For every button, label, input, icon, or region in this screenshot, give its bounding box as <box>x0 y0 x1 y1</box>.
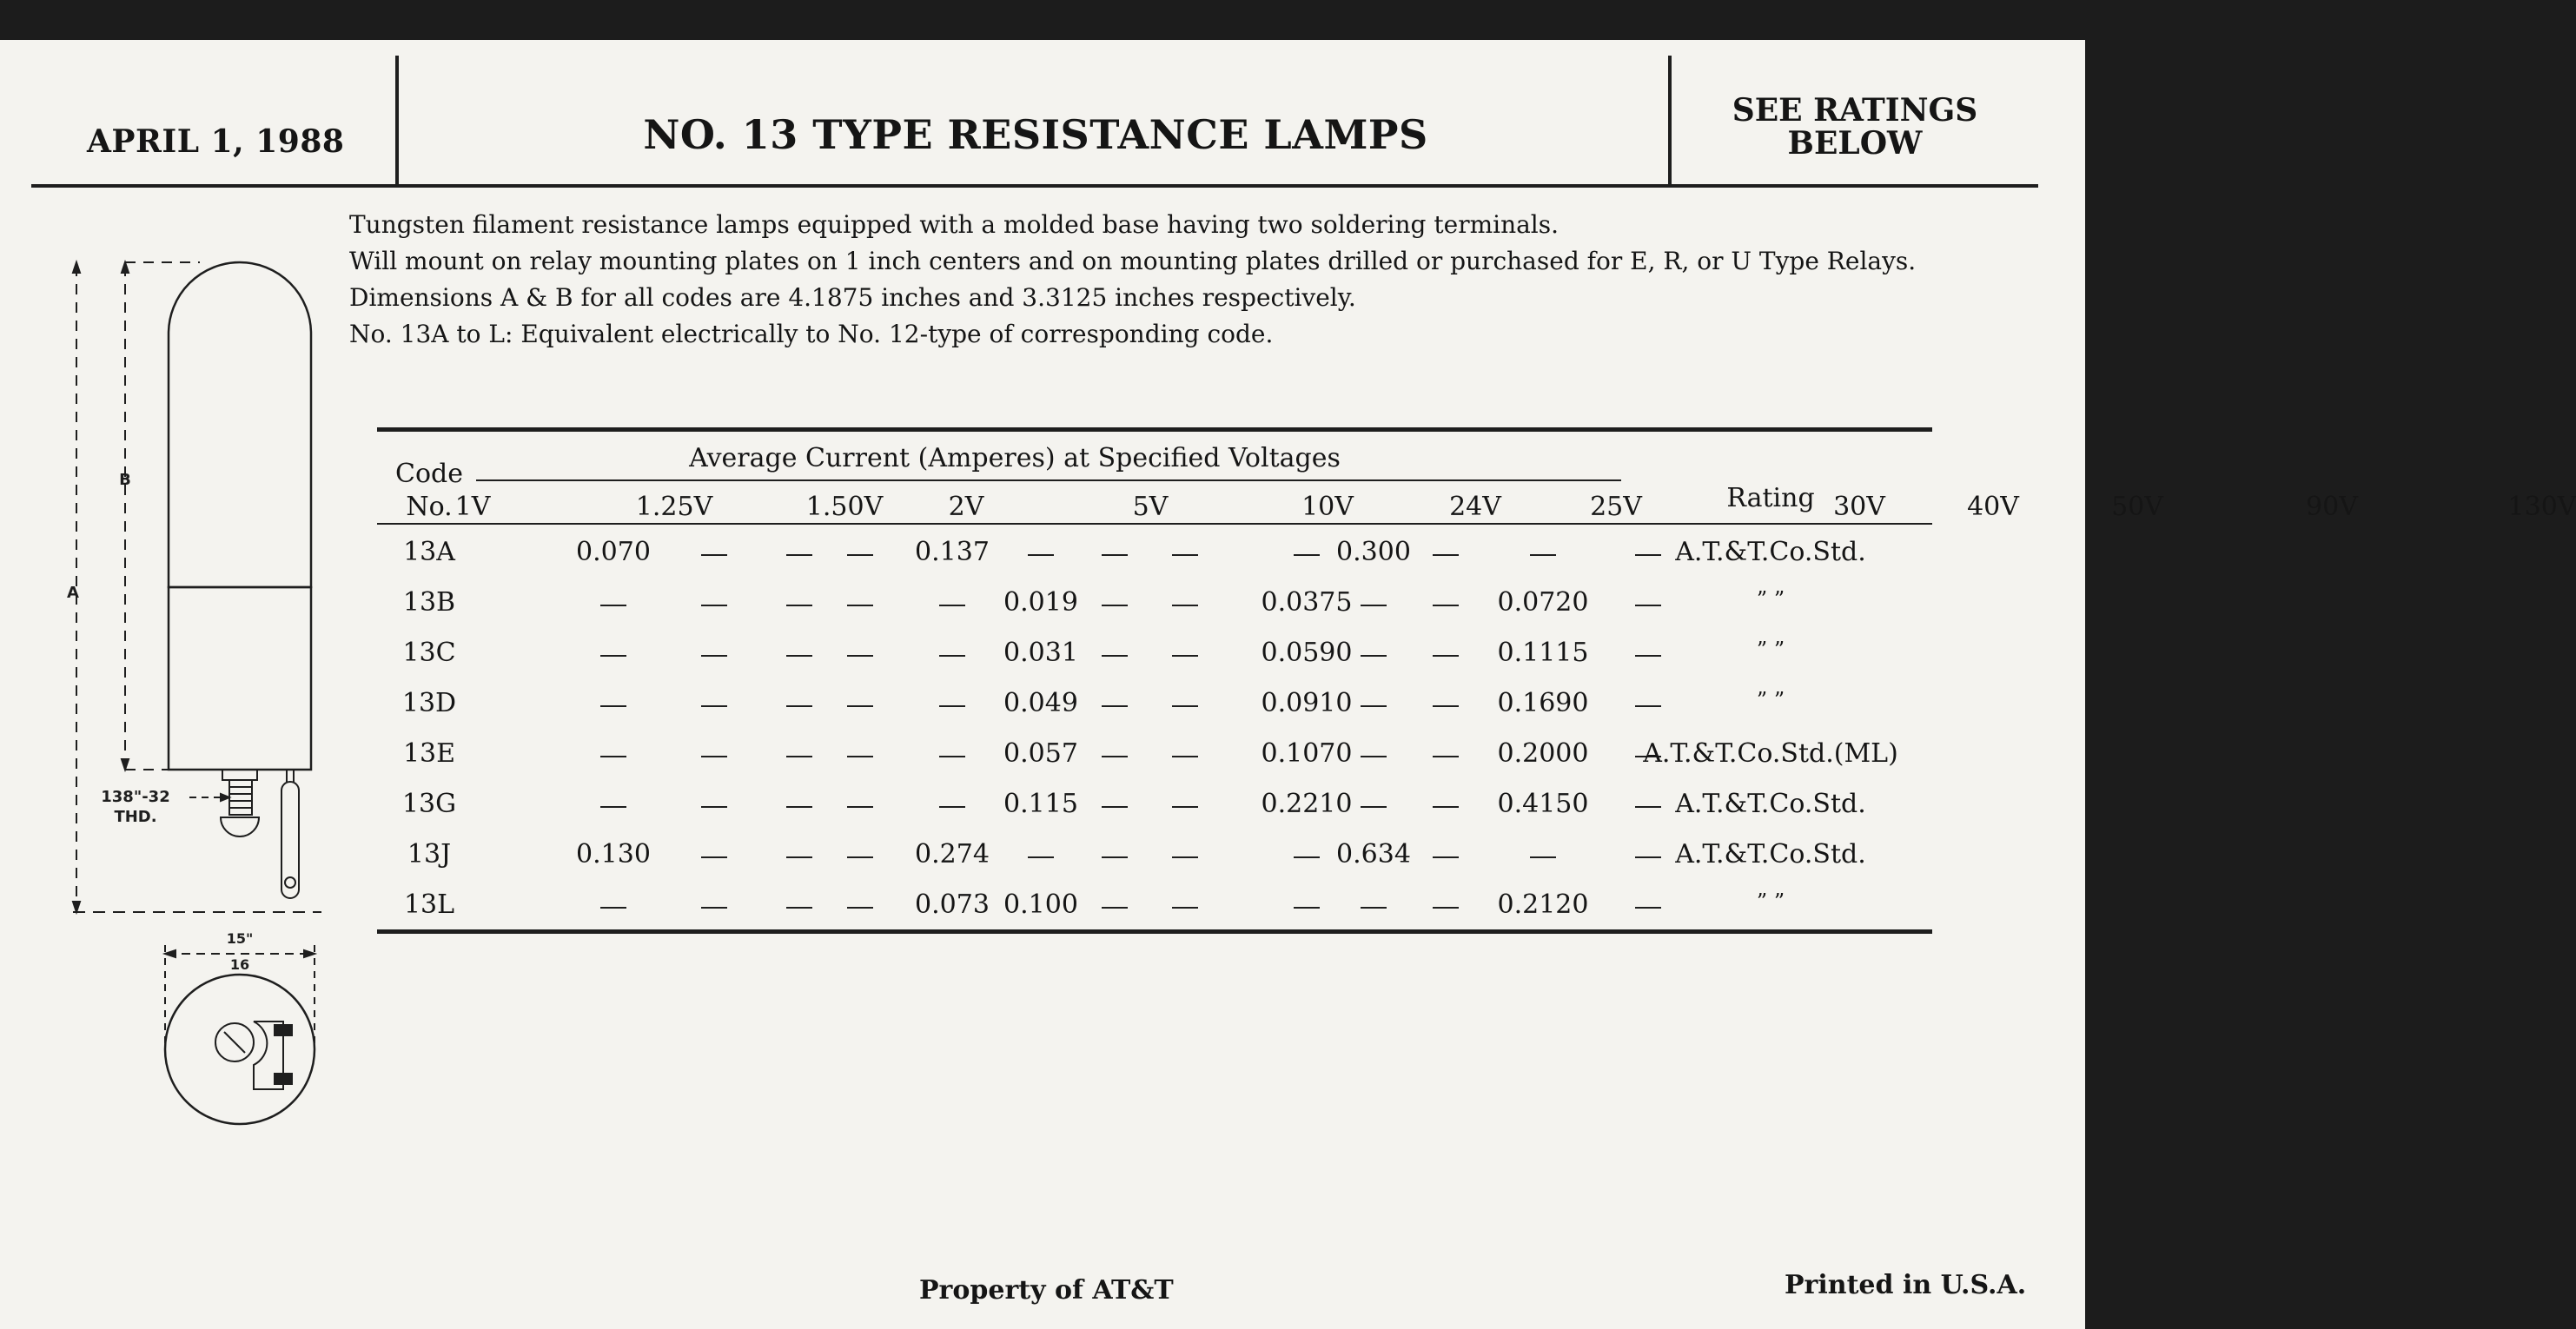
empty-value-dash <box>786 806 812 808</box>
empty-value-dash <box>1294 554 1320 556</box>
empty-value-dash <box>847 554 873 556</box>
footer-property: Property of AT&T <box>919 1275 1174 1306</box>
voltage-header: 50V <box>2111 492 2163 522</box>
empty-value-dash <box>600 705 626 707</box>
voltage-header: 25V <box>1590 492 1642 522</box>
empty-value-dash <box>1433 705 1459 707</box>
empty-value-dash <box>847 806 873 808</box>
empty-value-dash <box>1294 907 1320 909</box>
footer-printed: Printed in U.S.A. <box>1785 1270 2027 1300</box>
empty-value-dash <box>1635 605 1661 606</box>
current-value-cell: 0.0590 <box>1261 638 1353 668</box>
page-title: NO. 13 TYPE RESISTANCE LAMPS <box>643 111 1428 158</box>
empty-value-dash <box>1530 856 1556 858</box>
code-cell: 13E <box>402 738 456 769</box>
empty-value-dash <box>1433 605 1459 606</box>
empty-value-dash <box>939 756 965 757</box>
empty-value-dash <box>701 605 727 606</box>
code-cell: 13B <box>402 587 456 618</box>
empty-value-dash <box>847 756 873 757</box>
empty-value-dash <box>786 705 812 707</box>
current-value-cell: 0.019 <box>1003 587 1078 618</box>
empty-value-dash <box>600 907 626 909</box>
empty-value-dash <box>1361 605 1387 606</box>
width-fraction-numerator: 15" <box>226 930 254 947</box>
empty-value-dash <box>1172 806 1198 808</box>
issue-date: APRIL 1, 1988 <box>87 123 345 160</box>
empty-value-dash <box>847 705 873 707</box>
empty-value-dash <box>1361 907 1387 909</box>
empty-value-dash <box>1294 856 1320 858</box>
table-bottom-rule <box>377 929 1932 934</box>
empty-value-dash <box>600 655 626 657</box>
rating-ditto-mark: ” ” <box>1756 889 1785 914</box>
empty-value-dash <box>1172 856 1198 858</box>
empty-value-dash <box>1172 705 1198 707</box>
code-cell: 13L <box>403 889 455 920</box>
description-line: Dimensions A & B for all codes are 4.1875 inches and 3.3125 inches respectively. <box>349 283 1356 312</box>
empty-value-dash <box>1361 655 1387 657</box>
dimension-a-label: A <box>67 584 79 602</box>
current-value-cell: 0.1115 <box>1497 638 1589 668</box>
code-cell: 13G <box>401 789 457 819</box>
empty-value-dash <box>1635 554 1661 556</box>
rating-ditto-mark: ” ” <box>1756 587 1785 612</box>
current-value-cell: 0.634 <box>1336 839 1411 869</box>
current-value-cell: 0.300 <box>1336 537 1411 567</box>
empty-value-dash <box>939 655 965 657</box>
rating-ditto-mark: ” ” <box>1756 688 1785 712</box>
empty-value-dash <box>1361 756 1387 757</box>
empty-value-dash <box>1102 655 1128 657</box>
ratings-note-line2: BELOW <box>1787 125 1923 162</box>
current-value-cell: 0.049 <box>1003 688 1078 718</box>
current-value-cell: 0.137 <box>915 537 990 567</box>
voltage-header: 10V <box>1301 492 1354 522</box>
empty-value-dash <box>1433 907 1459 909</box>
empty-value-dash <box>1433 856 1459 858</box>
rating-header: Rating <box>1726 483 1815 513</box>
description <box>349 207 1916 353</box>
empty-value-dash <box>701 705 727 707</box>
empty-value-dash <box>939 605 965 606</box>
voltage-header: 2V <box>948 492 984 522</box>
empty-value-dash <box>939 705 965 707</box>
empty-value-dash <box>1028 856 1054 858</box>
current-value-cell: 0.0910 <box>1261 688 1353 718</box>
ratings-table <box>377 426 2576 929</box>
width-fraction-denominator: 16 <box>229 956 250 973</box>
description-line: No. 13A to L: Equivalent electrically to No. 12-type of corresponding code. <box>349 320 1274 348</box>
empty-value-dash <box>786 907 812 909</box>
voltage-header: 1.50V <box>805 492 884 522</box>
code-cell: 13J <box>407 839 452 869</box>
empty-value-dash <box>1102 756 1128 757</box>
voltage-header: 130V <box>2507 492 2576 522</box>
current-value-cell: 0.2210 <box>1261 789 1353 819</box>
lamp-diagram <box>52 248 339 1152</box>
empty-value-dash <box>1361 806 1387 808</box>
header-divider-left <box>395 56 399 186</box>
empty-value-dash <box>701 554 727 556</box>
description-line: Tungsten filament resistance lamps equipped with a molded base having two soldering terminals. <box>349 210 1560 239</box>
empty-value-dash <box>701 655 727 657</box>
empty-value-dash <box>701 907 727 909</box>
current-value-cell: 0.070 <box>576 537 651 567</box>
empty-value-dash <box>786 756 812 757</box>
current-value-cell: 0.073 <box>915 889 990 920</box>
empty-value-dash <box>1102 605 1128 606</box>
current-value-cell: 0.2000 <box>1497 738 1589 769</box>
current-value-cell: 0.0375 <box>1261 587 1353 618</box>
empty-value-dash <box>786 605 812 606</box>
empty-value-dash <box>1102 907 1128 909</box>
code-cell: 13C <box>402 638 456 668</box>
current-value-cell: 0.130 <box>576 839 651 869</box>
empty-value-dash <box>1172 605 1198 606</box>
empty-value-dash <box>939 806 965 808</box>
empty-value-dash <box>701 756 727 757</box>
current-value-cell: 0.057 <box>1003 738 1078 769</box>
empty-value-dash <box>1635 806 1661 808</box>
rating-cell: A.T.&T.Co.Std. <box>1675 839 1866 869</box>
empty-value-dash <box>786 856 812 858</box>
empty-value-dash <box>1172 554 1198 556</box>
code-header-no: No. <box>406 492 453 522</box>
empty-value-dash <box>1028 554 1054 556</box>
description-line: Will mount on relay mounting plates on 1 inch centers and on mounting plates drilled or purchased for E, R, or U Type Relays. <box>349 247 1917 275</box>
ratings-note-line1: SEE RATINGS <box>1732 92 1978 129</box>
current-value-cell: 0.100 <box>1003 889 1078 920</box>
code-cell: 13A <box>403 537 455 567</box>
empty-value-dash <box>847 856 873 858</box>
voltage-header: 30V <box>1833 492 1885 522</box>
code-cell: 13D <box>401 688 457 718</box>
voltage-header: 24V <box>1449 492 1501 522</box>
voltage-header: 1V <box>454 492 491 522</box>
current-value-cell: 0.274 <box>915 839 990 869</box>
empty-value-dash <box>600 605 626 606</box>
voltage-header: 1.25V <box>635 492 713 522</box>
empty-value-dash <box>1635 655 1661 657</box>
empty-value-dash <box>1530 554 1556 556</box>
current-value-cell: 0.1690 <box>1497 688 1589 718</box>
rating-cell: A.T.&T.Co.Std.(ML) <box>1643 738 1898 769</box>
current-value-cell: 0.2120 <box>1497 889 1589 920</box>
current-value-cell: 0.0720 <box>1497 587 1589 618</box>
empty-value-dash <box>1635 705 1661 707</box>
rating-ditto-mark: ” ” <box>1756 638 1785 662</box>
header-rule <box>31 184 2038 188</box>
ratings-note <box>1677 94 2033 160</box>
empty-value-dash <box>786 554 812 556</box>
empty-value-dash <box>1433 756 1459 757</box>
voltage-header: 90V <box>2306 492 2358 522</box>
empty-value-dash <box>1433 806 1459 808</box>
empty-value-dash <box>786 655 812 657</box>
empty-value-dash <box>1635 907 1661 909</box>
document-sheet <box>0 40 2576 1329</box>
current-value-cell: 0.115 <box>1003 789 1078 819</box>
current-value-cell: 0.031 <box>1003 638 1078 668</box>
empty-value-dash <box>600 806 626 808</box>
empty-value-dash <box>600 756 626 757</box>
empty-value-dash <box>1172 907 1198 909</box>
empty-value-dash <box>701 856 727 858</box>
empty-value-dash <box>1102 554 1128 556</box>
empty-value-dash <box>1635 856 1661 858</box>
empty-value-dash <box>1102 856 1128 858</box>
dimension-b-label: B <box>119 471 131 489</box>
current-value-cell: 0.1070 <box>1261 738 1353 769</box>
empty-value-dash <box>1361 705 1387 707</box>
thread-label: 138"-32 <box>101 788 170 806</box>
current-value-cell: 0.4150 <box>1497 789 1589 819</box>
empty-value-dash <box>1172 756 1198 757</box>
empty-value-dash <box>1433 554 1459 556</box>
empty-value-dash <box>847 655 873 657</box>
empty-value-dash <box>1102 705 1128 707</box>
thread-label-thd: THD. <box>114 808 157 826</box>
empty-value-dash <box>847 605 873 606</box>
rating-cell: A.T.&T.Co.Std. <box>1675 789 1866 819</box>
voltage-header: 5V <box>1132 492 1169 522</box>
voltage-header: 40V <box>1967 492 2019 522</box>
empty-value-dash <box>1172 655 1198 657</box>
empty-value-dash <box>701 806 727 808</box>
empty-value-dash <box>1102 806 1128 808</box>
voltage-group-header: Average Current (Amperes) at Specified Voltages <box>689 443 1341 473</box>
empty-value-dash <box>1433 655 1459 657</box>
rating-cell: A.T.&T.Co.Std. <box>1675 537 1866 567</box>
code-header: Code <box>395 459 463 489</box>
empty-value-dash <box>847 907 873 909</box>
